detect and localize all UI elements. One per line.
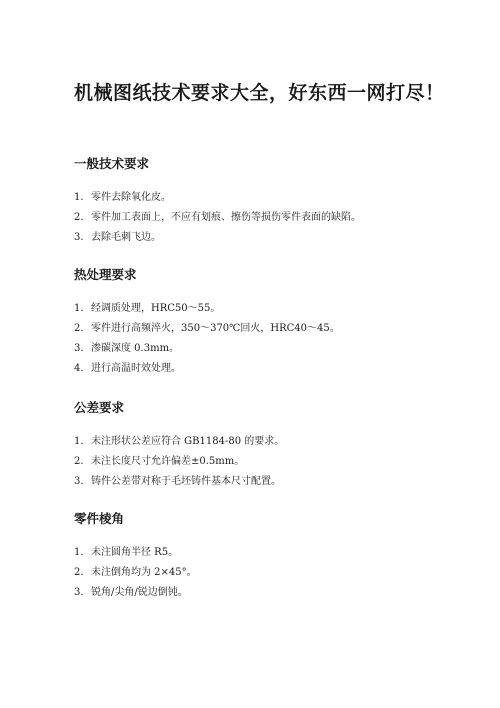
list-item-text: 未注圆角半径 R5。 bbox=[91, 547, 179, 558]
list-item bbox=[74, 228, 474, 248]
list-item bbox=[74, 299, 474, 319]
list-item-number: 2. bbox=[74, 323, 84, 334]
list-item-number: 2. bbox=[74, 456, 84, 467]
list-item-number: 1. bbox=[74, 192, 84, 203]
list-item bbox=[74, 188, 474, 208]
list-item-text: 进行高温时效处理。 bbox=[91, 363, 181, 374]
section-heading: 零件棱角 bbox=[74, 511, 125, 526]
list-item bbox=[74, 432, 474, 452]
list-item bbox=[74, 339, 474, 359]
section-heading: 一般技术要求 bbox=[74, 156, 150, 171]
list-item-text: 经调质处理，HRC50～55。 bbox=[91, 303, 221, 314]
list-item-number: 3. bbox=[74, 232, 84, 243]
list-item-number: 2. bbox=[74, 212, 84, 223]
list-item bbox=[74, 543, 474, 563]
list-item bbox=[74, 472, 474, 492]
section-heading: 公差要求 bbox=[74, 400, 125, 415]
list-item-text: 渗碳深度 0.3mm。 bbox=[91, 343, 180, 354]
list-item bbox=[74, 563, 474, 583]
list-item bbox=[74, 319, 474, 339]
list-item bbox=[74, 452, 474, 472]
list-item-number: 3. bbox=[74, 343, 84, 354]
list-item-text: 去除毛刺飞边。 bbox=[91, 232, 161, 243]
section-general-requirements bbox=[74, 154, 474, 248]
list-item-text: 零件加工表面上，不应有划痕、擦伤等损伤零件表面的缺陷。 bbox=[91, 212, 361, 223]
list-item-text: 锐角/尖角/锐边倒钝。 bbox=[91, 587, 188, 598]
list-item-text: 未注形状公差应符合 GB1184-80 的要求。 bbox=[91, 436, 285, 447]
list-item-number: 2. bbox=[74, 567, 84, 578]
list-item-text: 零件去除氧化皮。 bbox=[91, 192, 171, 203]
list-item bbox=[74, 208, 474, 228]
list-item-text: 未注倒角均为 2×45°。 bbox=[91, 567, 197, 578]
section-part-edges bbox=[74, 509, 474, 603]
list-item-number: 1. bbox=[74, 303, 84, 314]
list-item bbox=[74, 583, 474, 603]
list-item-number: 3. bbox=[74, 476, 84, 487]
list-item-number: 3. bbox=[74, 587, 84, 598]
section-heat-treatment bbox=[74, 265, 474, 379]
section-heading: 热处理要求 bbox=[74, 267, 137, 282]
section-tolerance bbox=[74, 398, 474, 492]
list-item bbox=[74, 359, 474, 379]
list-item-text: 未注长度尺寸允许偏差±0.5mm。 bbox=[91, 456, 245, 467]
list-item-number: 1. bbox=[74, 547, 84, 558]
list-item-number: 4. bbox=[74, 363, 84, 374]
list-item-text: 零件进行高频淬火，350～370℃回火，HRC40～45。 bbox=[91, 323, 340, 334]
list-item-text: 铸件公差带对称于毛坯铸件基本尺寸配置。 bbox=[91, 476, 281, 487]
page-title: 机械图纸技术要求大全，好东西一网打尽！ bbox=[74, 82, 445, 104]
list-item-number: 1. bbox=[74, 436, 84, 447]
